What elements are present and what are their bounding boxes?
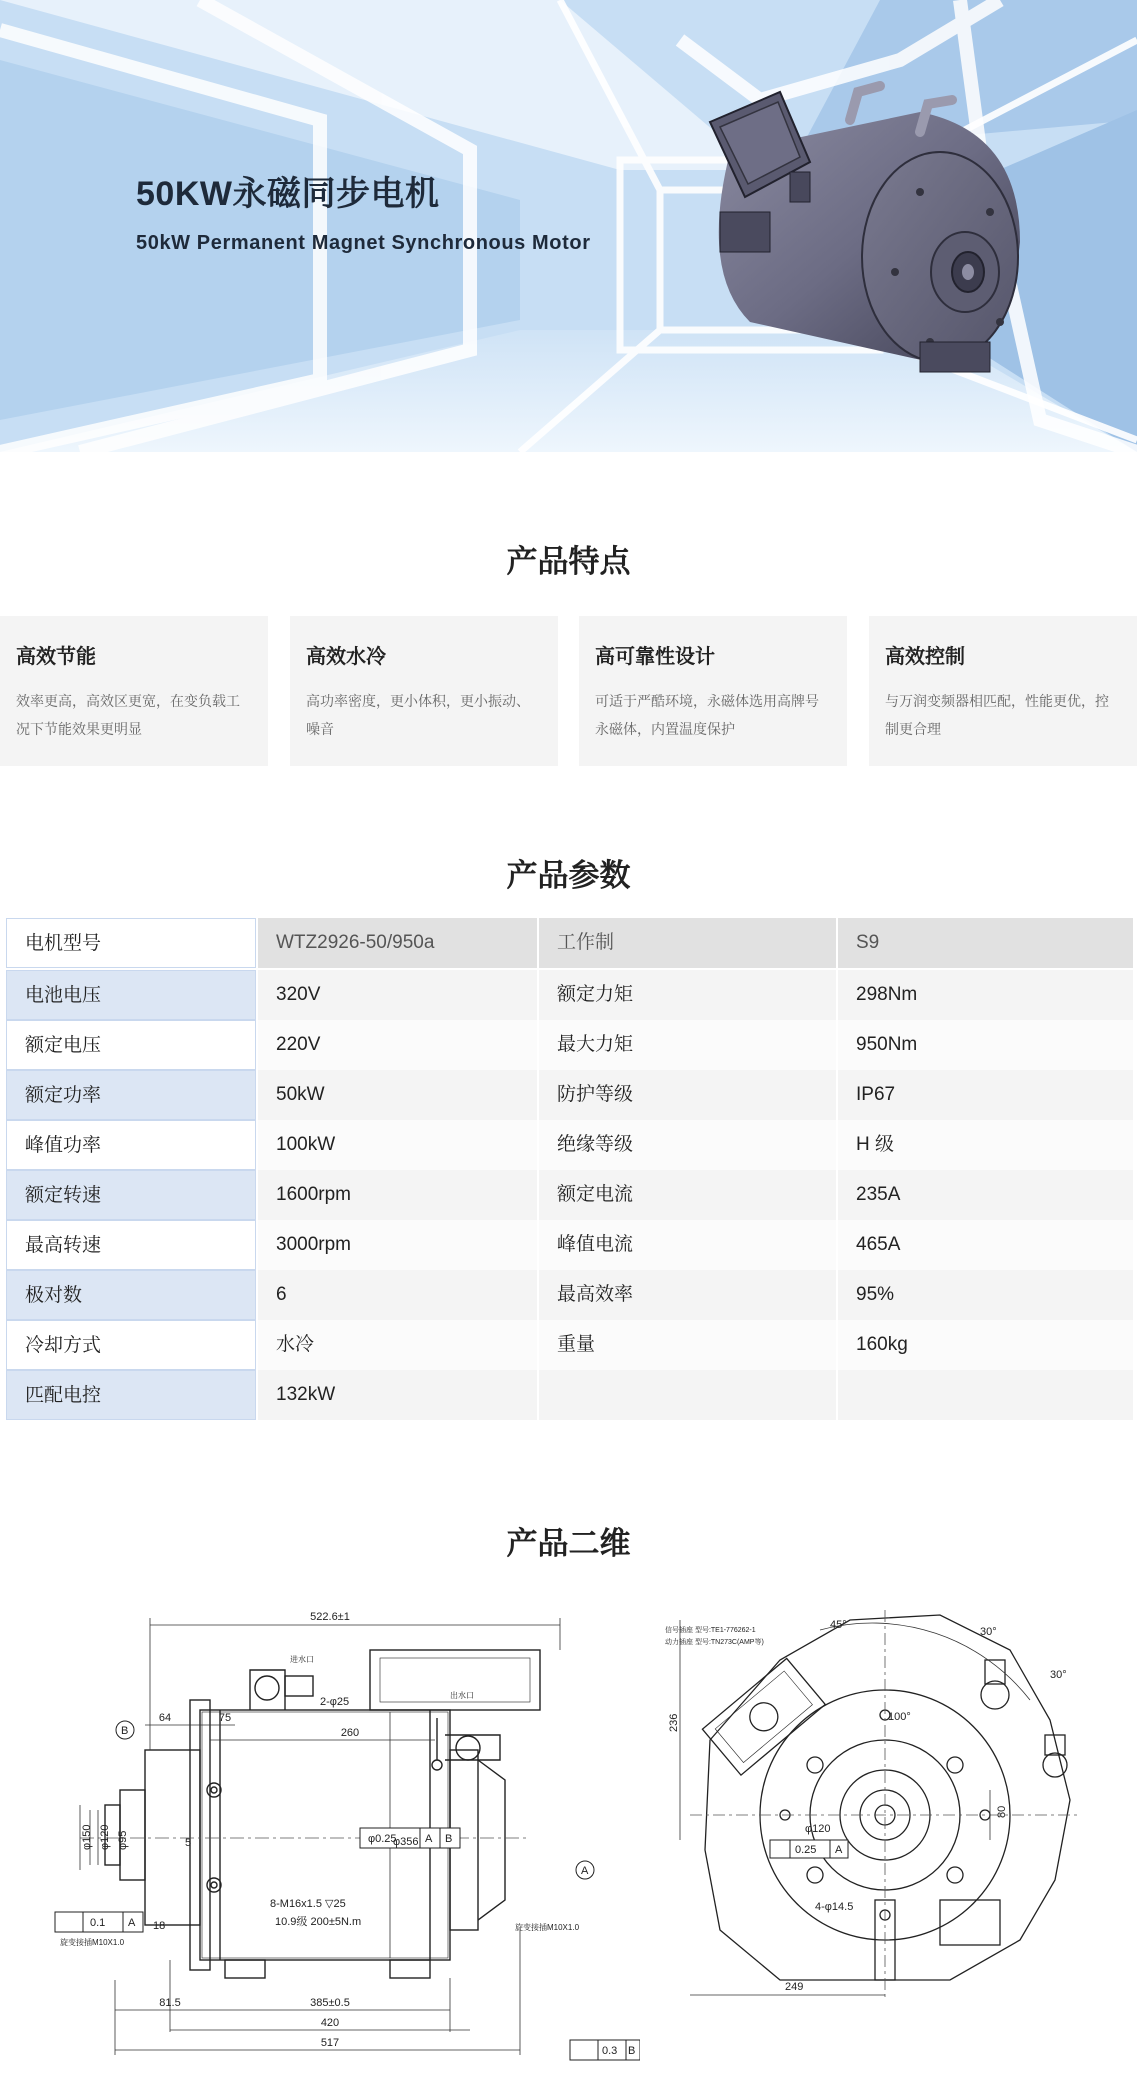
features-list	[0, 616, 1137, 766]
note-water-out: 出水口	[450, 1691, 474, 1700]
dim-75: 75	[218, 1712, 232, 1724]
tol-front: 0.25	[795, 1844, 817, 1856]
front-view-drawing	[650, 1600, 1090, 2020]
hero-subtitle: 50kW Permanent Magnet Synchronous Motor	[136, 232, 591, 254]
table-row	[6, 1170, 1133, 1220]
dim-249: 249	[785, 1981, 804, 1993]
param-label: 额定转速	[6, 1170, 256, 1220]
params-title: 产品参数	[506, 858, 631, 893]
param-value: 220V	[258, 1020, 537, 1070]
param-value: 320V	[258, 970, 537, 1020]
datum-b: B	[445, 1833, 453, 1845]
dim-236: 236	[668, 1713, 680, 1732]
table-row	[6, 1370, 1133, 1420]
param-label: 最高转速	[6, 1220, 256, 1270]
datum-a: A	[425, 1833, 433, 1845]
feature-title: 高可靠性设计	[595, 646, 715, 668]
holes-note: 4-φ14.5	[815, 1901, 854, 1913]
param-label: 峰值电流	[539, 1220, 836, 1270]
table-row	[6, 970, 1133, 1020]
note-power: 动力插座 型号:TN273C(AMP等)	[665, 1639, 764, 1646]
dim-385: 385±0.5	[310, 1997, 350, 2009]
param-label: 额定力矩	[539, 970, 836, 1020]
param-label: 极对数	[6, 1270, 256, 1320]
parallel-value: 0.3	[602, 2045, 618, 2057]
dim-phi120: φ120	[99, 1824, 111, 1850]
dim-420: 420	[320, 2017, 340, 2029]
param-label: 额定功率	[6, 1070, 256, 1120]
param-value: 100kW	[258, 1120, 537, 1170]
flatness-value: 0.1	[90, 1917, 106, 1929]
feature-card	[869, 616, 1137, 766]
datum-a-circle: A	[581, 1865, 589, 1877]
param-value: WTZ2926-50/950a	[258, 918, 537, 968]
hero-title: 50KW永磁同步电机	[136, 175, 440, 213]
param-value: 95%	[838, 1270, 1133, 1320]
param-label: 最高效率	[539, 1270, 836, 1320]
param-value	[838, 1370, 1133, 1420]
note-left: 旋变接插M10X1.0	[60, 1938, 125, 1947]
dim-overall-length: 522.6±1	[310, 1611, 350, 1623]
param-label: 额定电压	[6, 1020, 256, 1070]
flatness-datum: A	[128, 1917, 136, 1929]
dim-phi120-front: φ120	[805, 1823, 831, 1835]
param-label: 额定电流	[539, 1170, 836, 1220]
dim-517: 517	[320, 2037, 340, 2049]
note-water-in: 进水口	[290, 1655, 314, 1664]
note-signal: 信号插座 型号:TE1-776262-1	[665, 1627, 756, 1634]
param-value: 160kg	[838, 1320, 1133, 1370]
param-label	[539, 1370, 836, 1420]
angle-30: 30°	[980, 1626, 997, 1638]
thread-note: 8-M16x1.5 ▽25	[270, 1898, 346, 1910]
param-label: 电机型号	[6, 918, 256, 968]
param-label: 峰值功率	[6, 1120, 256, 1170]
side-view-drawing	[50, 1600, 640, 2070]
param-value: 6	[258, 1270, 537, 1320]
table-row	[6, 918, 1133, 968]
param-value: H 级	[838, 1120, 1133, 1170]
param-label: 最大力矩	[539, 1020, 836, 1070]
dim-260: 260	[340, 1727, 360, 1739]
feature-card	[290, 616, 558, 766]
param-label: 冷却方式	[6, 1320, 256, 1370]
param-value: 132kW	[258, 1370, 537, 1420]
angle-30b: 30°	[1050, 1669, 1067, 1681]
feature-desc: 与万润变频器相匹配，性能更优，控制更合理	[885, 693, 1109, 737]
param-value: 298Nm	[838, 970, 1133, 1020]
feature-title: 高效水冷	[306, 646, 386, 668]
feature-desc: 可适于严酷环境，永磁体选用高牌号永磁体，内置温度保护	[595, 693, 819, 737]
table-row	[6, 1270, 1133, 1320]
param-value: 465A	[838, 1220, 1133, 1270]
param-label: 绝缘等级	[539, 1120, 836, 1170]
tol-position: φ0.25	[368, 1833, 397, 1845]
datum-b-circle: B	[121, 1725, 129, 1737]
feature-title: 高效节能	[16, 646, 96, 668]
dim-80: 80	[996, 1805, 1008, 1818]
table-row	[6, 1020, 1133, 1070]
param-value: S9	[838, 918, 1133, 968]
dim-phi356: φ356	[393, 1836, 419, 1848]
dim-81-5: 81.5	[159, 1997, 181, 2009]
dim-18: 18	[153, 1920, 166, 1932]
feature-title: 高效控制	[885, 646, 965, 668]
feature-desc: 效率更高，高效区更宽，在变负载工况下节能效果更明显	[16, 693, 240, 737]
dim-64: 64	[158, 1712, 172, 1724]
parallel-datum: B	[628, 2045, 636, 2057]
param-label: 重量	[539, 1320, 836, 1370]
table-row	[6, 1120, 1133, 1170]
param-value: 水冷	[258, 1320, 537, 1370]
dim-5: 5	[185, 1837, 192, 1849]
param-value: 1600rpm	[258, 1170, 537, 1220]
param-value: IP67	[838, 1070, 1133, 1120]
dim-phi95: φ95	[117, 1830, 129, 1850]
datum-front: A	[835, 1844, 843, 1856]
table-row	[6, 1070, 1133, 1120]
param-value: 50kW	[258, 1070, 537, 1120]
drawing-title: 产品二维	[506, 1526, 631, 1561]
param-label: 电池电压	[6, 970, 256, 1020]
param-value: 950Nm	[838, 1020, 1133, 1070]
param-label: 防护等级	[539, 1070, 836, 1120]
param-value: 3000rpm	[258, 1220, 537, 1270]
param-label: 匹配电控	[6, 1370, 256, 1420]
torque-note: 10.9级 200±5N.m	[275, 1916, 362, 1928]
table-row	[6, 1320, 1133, 1370]
feature-card	[0, 616, 268, 766]
angle-45: 45°	[830, 1619, 847, 1631]
note-right: 旋变接插M10X1.0	[515, 1923, 580, 1932]
motor-illustration	[690, 72, 1030, 382]
feature-card	[579, 616, 847, 766]
dim-2phi25: 2-φ25	[320, 1696, 350, 1708]
dim-phi150: φ150	[81, 1824, 93, 1850]
angle-100: 100°	[888, 1711, 911, 1723]
feature-desc: 高功率密度，更小体积，更小振动、噪音	[306, 693, 530, 737]
hero-banner	[0, 0, 1137, 452]
param-value: 235A	[838, 1170, 1133, 1220]
param-label: 工作制	[539, 918, 836, 968]
table-row	[6, 1220, 1133, 1270]
features-title: 产品特点	[506, 544, 631, 579]
